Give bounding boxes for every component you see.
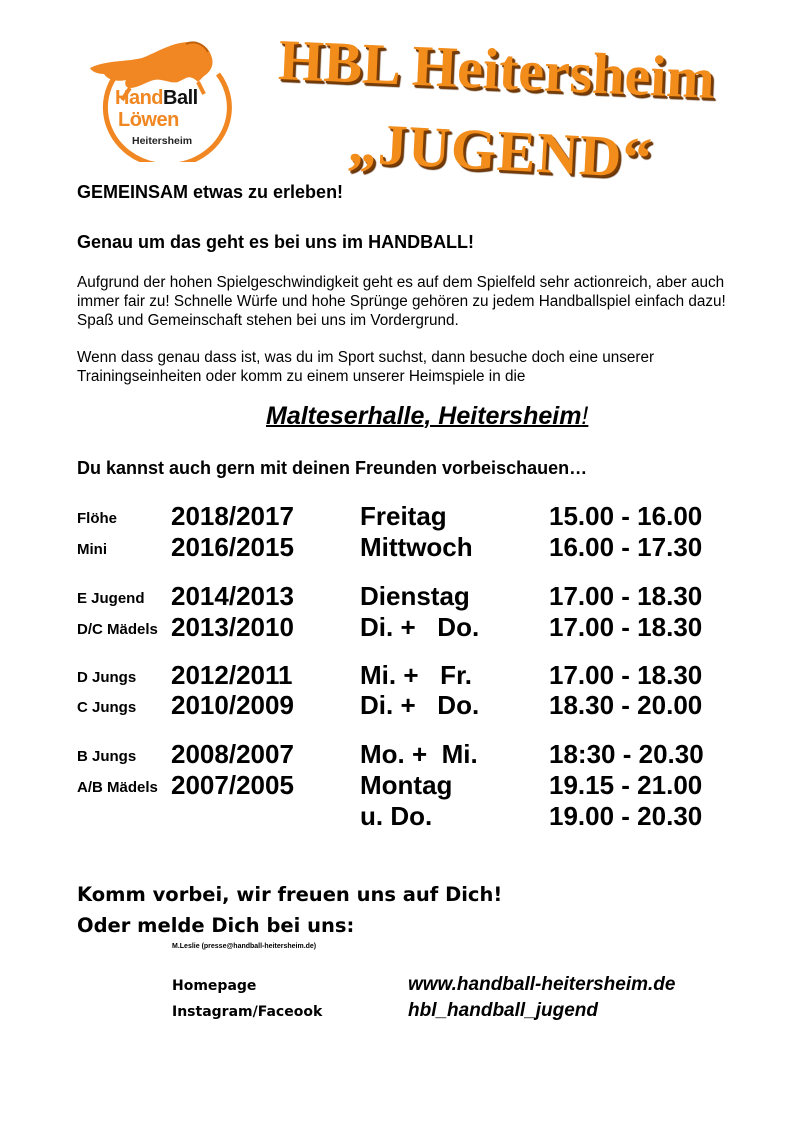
schedule-years: 2012/2011 [171,660,293,690]
schedule-years: 2007/2005 [171,770,294,800]
logo-hand: Hand [115,87,163,109]
schedule-row [0,500,794,531]
schedule-row [0,689,794,720]
schedule-years: 2010/2009 [171,690,294,720]
slogan: GEMEINSAM etwas zu erleben! [77,182,344,202]
schedule-group: Mini [77,541,107,558]
logo-ball: Ball [163,87,198,109]
schedule-group: Flöhe [77,510,117,527]
schedule-group: C Jungs [77,699,137,716]
schedule-group: E Jugend [77,590,145,607]
schedule-group: A/B Mädels [77,779,158,796]
schedule-group: D Jungs [77,669,137,686]
schedule-years: 2008/2007 [171,739,294,769]
schedule-day: Mi. + Fr. [360,660,472,690]
schedule-row [0,659,794,690]
page-subtitle: „JUGEND“ [346,110,655,191]
social-label: Instagram/Faceook [172,1004,323,1020]
homepage-label: Homepage [172,978,257,994]
schedule-day: Dienstag [360,581,470,611]
schedule-row [0,738,794,769]
schedule-row [0,611,794,642]
schedule-time: 17.00 - 18.30 [549,581,703,611]
schedule-time: 16.00 - 17.30 [549,532,703,562]
headline: Genau um das geht es bei uns im HANDBALL! [77,232,475,252]
schedule-time: 17.00 - 18.30 [549,660,703,690]
schedule-time: 17.00 - 18.30 [549,612,703,642]
schedule-group: B Jungs [77,748,137,765]
schedule-time: 19.15 - 21.00 [549,770,703,800]
club-logo [86,38,238,162]
schedule-row [0,580,794,611]
paragraph-2: Wenn dass genau dass ist, was du im Sport suchst, dann besuche doch eine unserer Trainingseinheiten oder komm zu einem unserer Heimspiele in die [77,349,655,385]
schedule-row [0,531,794,562]
homepage-link[interactable]: www.handball-heitersheim.de [408,974,676,995]
schedule-years: 2013/2010 [171,612,294,642]
schedule-years: 2014/2013 [171,581,294,611]
logo-word-handball [115,87,198,109]
schedule-time: 18:30 - 20.30 [549,739,704,769]
schedule-time: 18.30 - 20.00 [549,690,703,720]
schedule-day: Di. + Do. [360,690,480,720]
schedule-row [0,800,794,831]
venue-text: Malteserhalle, Heitersheim [266,402,582,430]
footer-contact-prompt: Oder melde Dich bei uns: [77,914,355,937]
schedule-years: 2016/2015 [171,532,294,562]
paragraph-1: Aufgrund der hohen Spielgeschwindigkeit geht es auf dem Spielfeld sehr actionreich, aber auch immer fair zu! Schnelle Würfe und hohe Sprünge gehören zu jedem Handballspiel einfach dazu! Spaß und Gemeinschaft stehen bei uns im Vordergrund. [77,274,726,329]
schedule-row [0,769,794,800]
schedule-day: Freitag [360,501,447,531]
social-handle[interactable]: hbl_handball_jugend [408,1000,599,1021]
schedule-group: D/C Mädels [77,621,158,638]
logo-word-city: Heitersheim [132,135,193,147]
schedule-day: Mittwoch [360,532,473,562]
schedule-time: 19.00 - 20.30 [549,801,703,831]
page-title: HBL Heitersheim [277,27,717,111]
schedule-time: 15.00 - 16.00 [549,501,703,531]
schedule-day: Montag [360,770,453,800]
footer-invite: Komm vorbei, wir freuen uns auf Dich! [77,883,503,906]
logo-word-loewen: Löwen [118,109,179,131]
friends-line: Du kannst auch gern mit deinen Freunden vorbeischauen… [77,458,588,478]
venue-name [266,402,588,431]
venue-exclamation: ! [581,402,589,430]
schedule-day: Mo. + Mi. [360,739,478,769]
schedule-day: Di. + Do. [360,612,480,642]
schedule-years: 2018/2017 [171,501,294,531]
contact-person: M.Leslie (presse@handball-heitersheim.de) [172,943,317,950]
schedule-day: u. Do. [360,801,433,831]
